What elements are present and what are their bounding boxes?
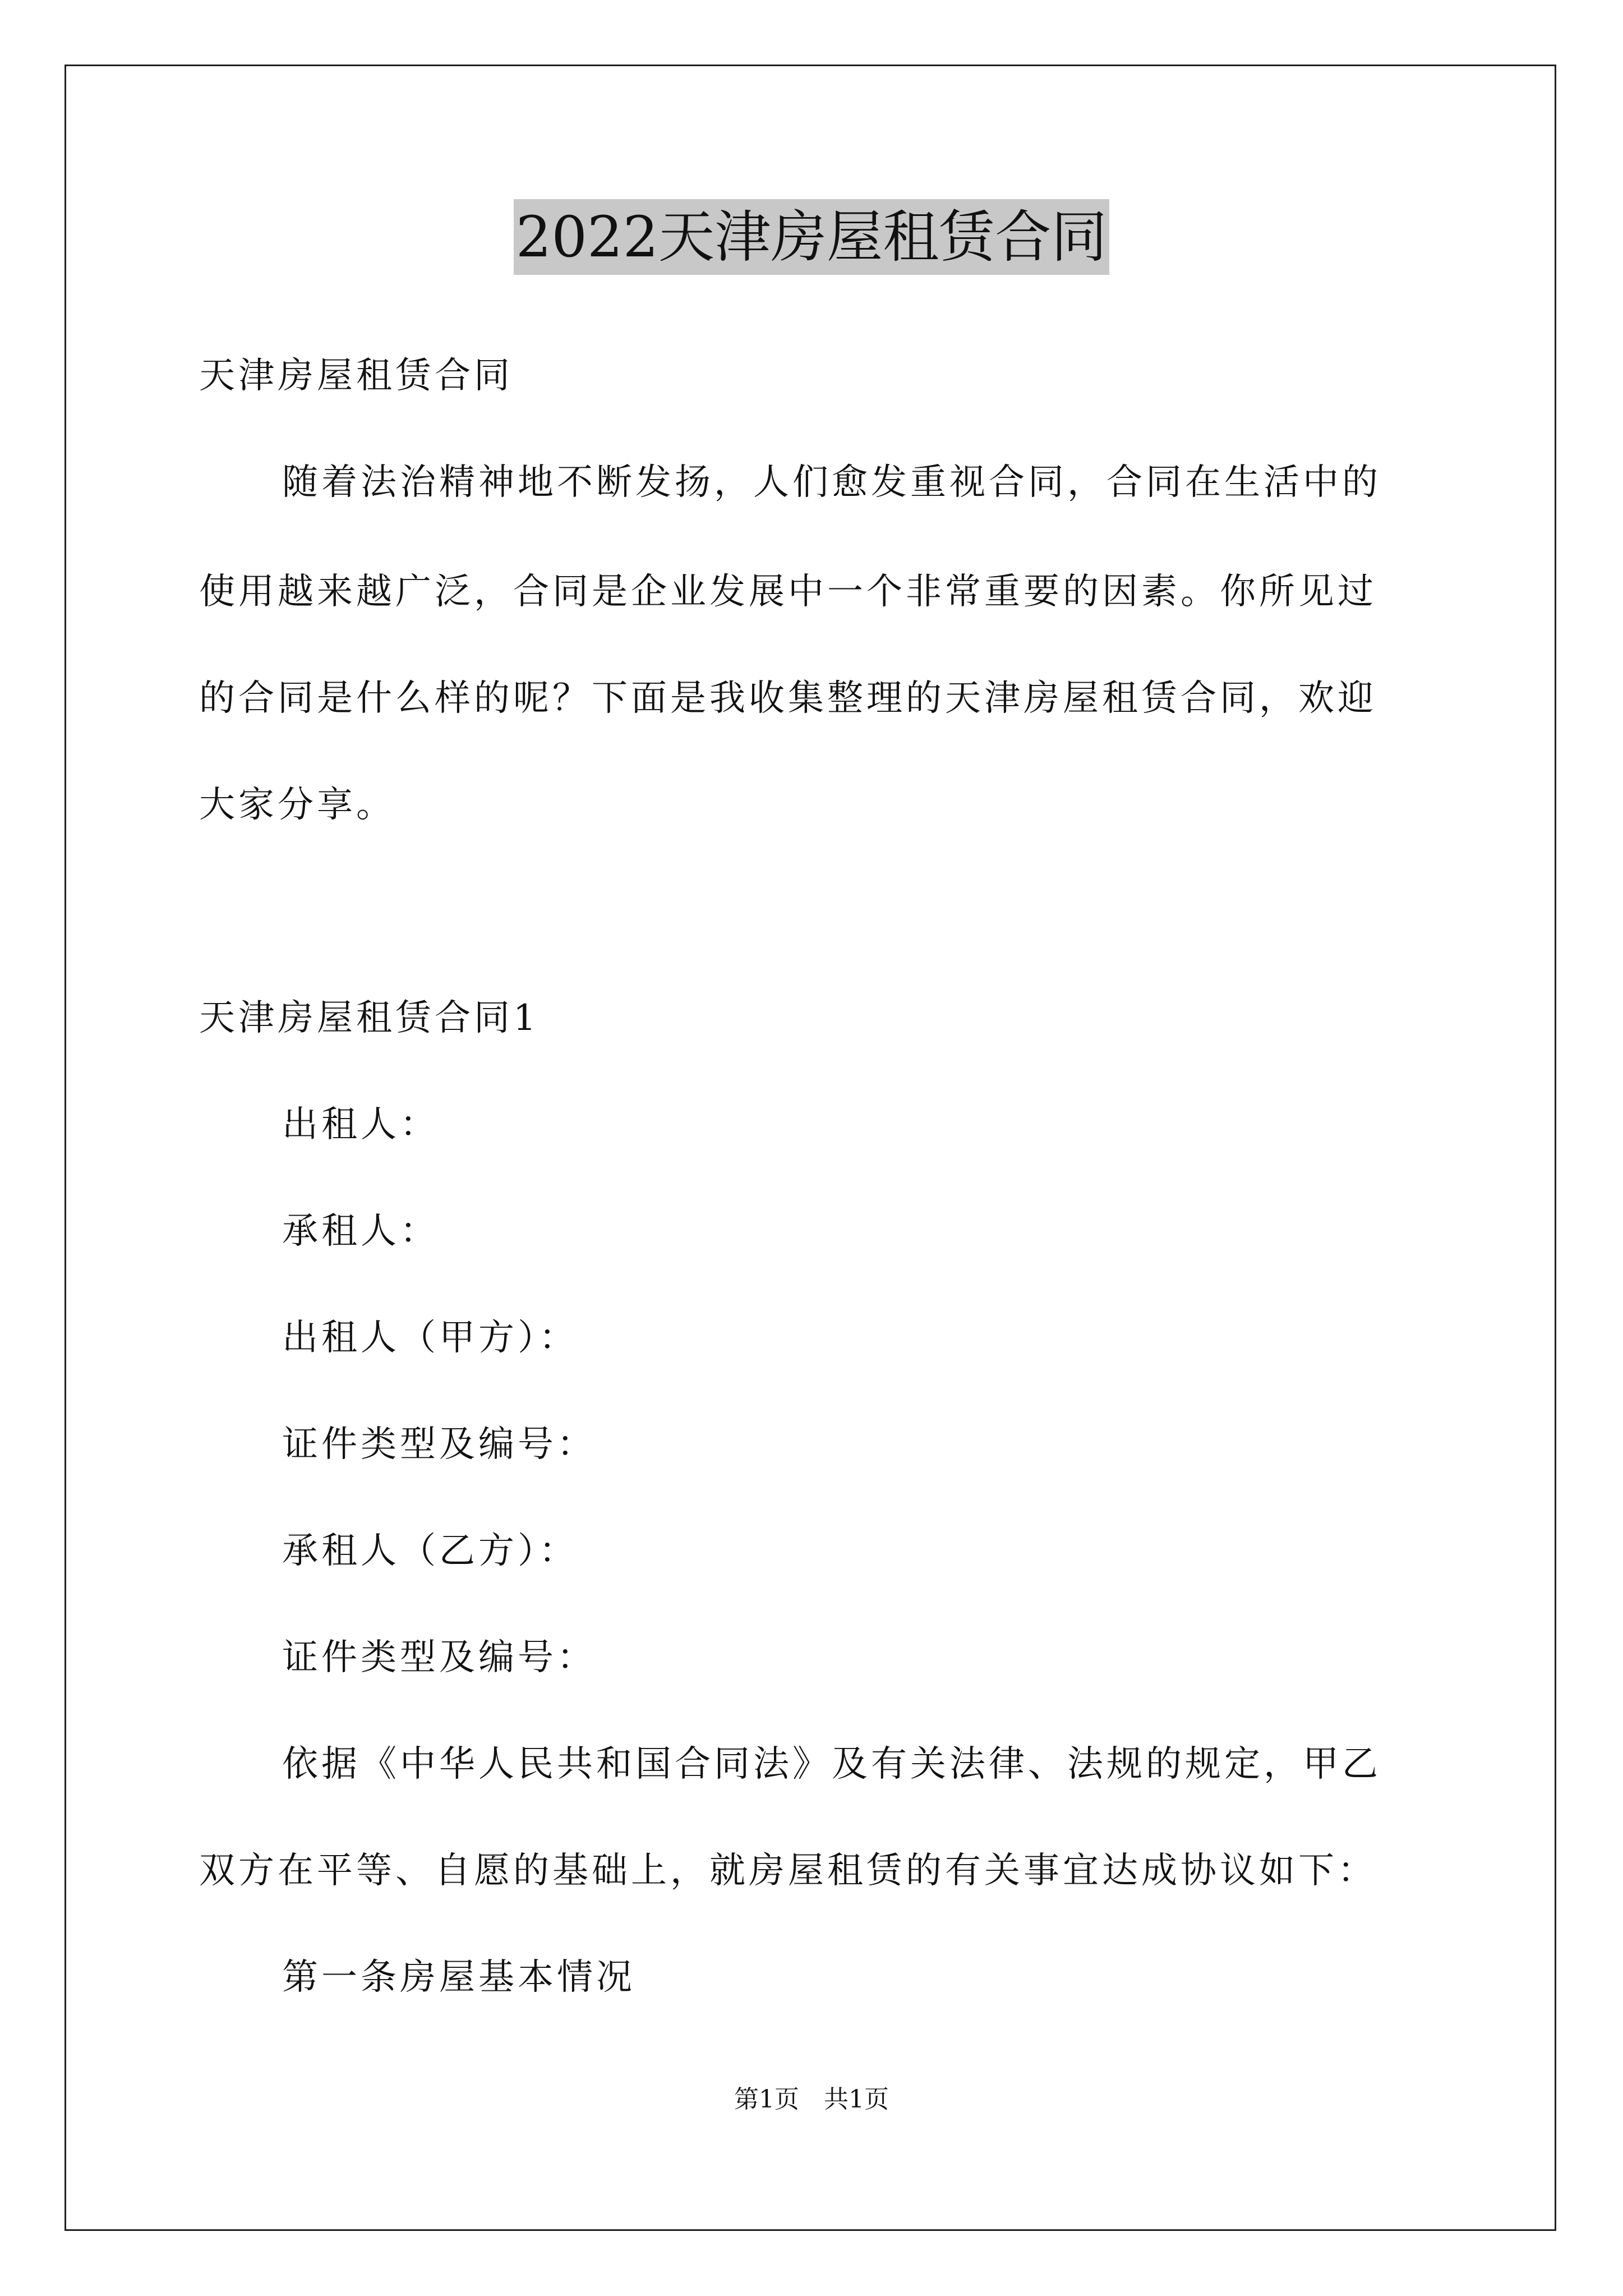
subtitle: 天津房屋租赁合同 [199, 355, 513, 397]
title-container [0, 199, 1623, 275]
document-title: 2022天津房屋租赁合同 [514, 199, 1110, 275]
field-id-type-b: 证件类型及编号： [282, 1637, 596, 1678]
intro-line-1: 随着法治精神地不断发扬，人们愈发重视合同，合同在生活中的 [282, 462, 1381, 503]
intro-line-2: 使用越来越广泛，合同是企业发展中一个非常重要的因素。你所见过 [199, 571, 1377, 613]
article-1-heading: 第一条房屋基本情况 [282, 1957, 635, 1998]
section-heading: 天津房屋租赁合同1 [199, 997, 540, 1039]
intro-line-4: 大家分享。 [199, 784, 395, 826]
field-lessee: 承租人： [282, 1211, 439, 1252]
field-lessor-party-a: 出租人（甲方）： [282, 1317, 578, 1359]
intro-line-3: 的合同是什么样的呢？下面是我收集整理的天津房屋租赁合同，欢迎 [199, 678, 1377, 719]
field-lessee-party-b: 承租人（乙方）： [282, 1530, 578, 1572]
basis-line-1: 依据《中华人民共和国合同法》及有关法律、法规的规定，甲乙 [282, 1743, 1381, 1785]
basis-line-2: 双方在平等、自愿的基础上，就房屋租赁的有关事宜达成协议如下： [199, 1850, 1377, 1892]
field-lessor: 出租人： [282, 1104, 439, 1145]
field-id-type-a: 证件类型及编号： [282, 1424, 596, 1465]
page-footer: 第1页 共1页 [734, 2085, 889, 2114]
